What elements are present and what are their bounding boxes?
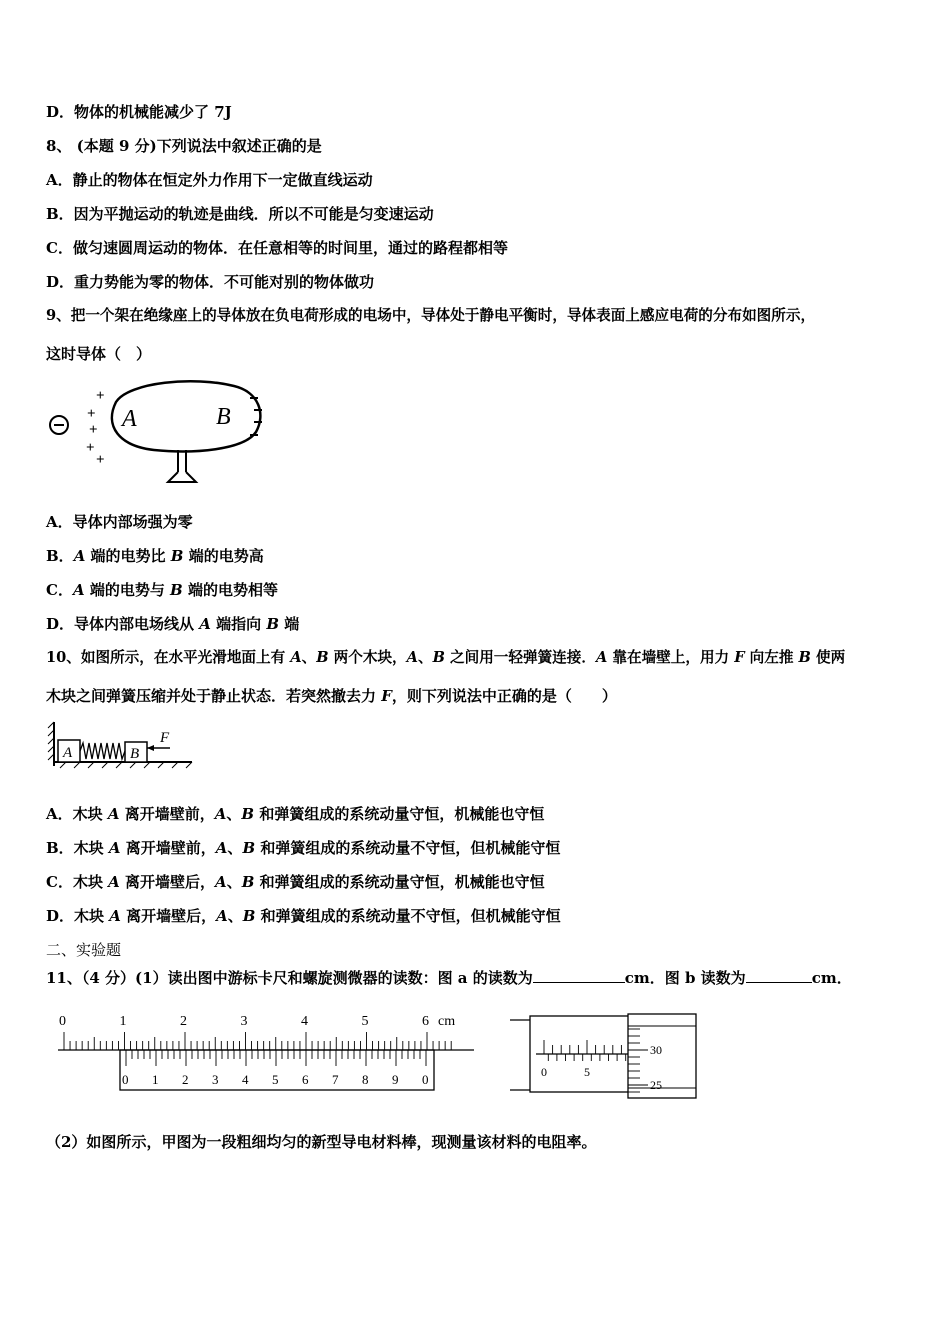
- q9-option-d: D．导体内部电场线从 A 端指向 B 端: [46, 615, 300, 633]
- end-b-label: B: [216, 404, 231, 430]
- vernier-label: 1: [152, 1072, 159, 1087]
- main-scale-label: 3: [240, 1014, 248, 1029]
- vernier-label: 0: [122, 1072, 129, 1087]
- vernier-label: 8: [362, 1072, 369, 1087]
- q10-option-b: B．木块 A 离开墙壁前，A、B 和弹簧组成的系统动量不守恒，但机械能守恒: [46, 839, 561, 857]
- vernier-label: 7: [332, 1072, 339, 1087]
- insulating-stand: [168, 472, 196, 482]
- q7-option-d: D．物体的机械能减少了 7J: [46, 103, 232, 121]
- q8-option-d: D．重力势能为零的物体．不可能对别的物体做功: [46, 273, 375, 291]
- thimble-label: 30: [650, 1043, 662, 1057]
- answer-blank-b[interactable]: [746, 966, 812, 983]
- q9-option-b: B．A 端的电势比 B 端的电势高: [46, 547, 264, 565]
- vernier-label: 3: [212, 1072, 219, 1087]
- main-scale-label: 6: [422, 1014, 429, 1029]
- spring-blocks-figure: [46, 718, 196, 774]
- q9-option-c: C．A 端的电势与 B 端的电势相等: [46, 581, 278, 599]
- main-scale-label: 4: [301, 1014, 308, 1029]
- vernier-caliper-figure: [50, 1008, 480, 1094]
- svg-text:+: +: [89, 422, 98, 438]
- sleeve-ticks: [544, 1040, 630, 1061]
- sleeve-labels: [541, 1065, 639, 1079]
- micrometer-figure: [508, 1010, 700, 1102]
- svg-text:+: +: [86, 440, 95, 456]
- vernier-label: 4: [242, 1072, 249, 1087]
- main-scale-label: 2: [180, 1014, 187, 1029]
- block-a-label: A: [63, 745, 73, 761]
- end-a-label: A: [122, 406, 137, 432]
- q10-stem-line1: 10、如图所示，在水平光滑地面上有 A、B 两个木块，A、B 之间用一轻弹簧连接．A 靠在墙壁上，用力 F 向左推 B 使两: [46, 649, 846, 666]
- main-scale-ticks: [64, 1032, 451, 1050]
- conductor-figure: [44, 374, 274, 490]
- q10-option-a: A．木块 A 离开墙壁前，A、B 和弹簧组成的系统动量守恒，机械能也守恒: [46, 805, 545, 823]
- svg-text:+: +: [96, 388, 105, 404]
- q8-option-a: A．静止的物体在恒定外力作用下一定做直线运动: [46, 171, 373, 189]
- svg-text:+: +: [96, 452, 105, 468]
- answer-blank-a[interactable]: [533, 966, 625, 983]
- main-scale-label: 0: [59, 1014, 66, 1029]
- q11-stem: 11、（4 分）(1）读出图中游标卡尺和螺旋测微器的读数：图 a 的读数为 cm．图 b 读数为 cm．: [46, 966, 852, 988]
- section-title: 二、实验题: [46, 941, 122, 959]
- main-scale-labels: [59, 1014, 429, 1029]
- thimble-label: 25: [650, 1078, 662, 1092]
- main-scale-label: 1: [119, 1014, 127, 1029]
- q10-option-d: D．木块 A 离开墙壁后，A、B 和弹簧组成的系统动量不守恒，但机械能守恒: [46, 907, 561, 925]
- q9-stem-line1: 9、把一个架在绝缘座上的导体放在负电荷形成的电场中，导体处于静电平衡时，导体表面上感应电荷的分布如图所示，: [46, 307, 816, 324]
- q9-stem-line2: 这时导体（ ）: [46, 345, 152, 363]
- vernier-label: 2: [182, 1072, 189, 1087]
- induced-positive-charges: [86, 388, 105, 468]
- vernier-label: 6: [302, 1072, 309, 1087]
- q8-option-c: C．做匀速圆周运动的物体．在任意相等的时间里，通过的路程都相等: [46, 239, 508, 257]
- q10-stem-line2: 木块之间弹簧压缩并处于静止状态．若突然撤去力 F，则下列说法中正确的是（ ）: [46, 687, 617, 705]
- q8-stem: 8、 (本题 9 分)下列说法中叙述正确的是: [46, 137, 322, 155]
- vernier-label: 0: [422, 1072, 429, 1087]
- main-scale-unit: cm: [438, 1014, 456, 1029]
- q11-part2: （2）如图所示，甲图为一段粗细均匀的新型导电材料棒，现测量该材料的电阻率。: [46, 1133, 597, 1151]
- vernier-scale-labels: [122, 1072, 429, 1087]
- vernier-label: 5: [272, 1072, 279, 1087]
- force-label: F: [160, 730, 170, 746]
- vernier-label: 9: [392, 1072, 399, 1087]
- block-b-label: B: [130, 746, 140, 762]
- svg-text:+: +: [87, 406, 96, 422]
- spring: [80, 743, 125, 759]
- sleeve-label: 0: [541, 1065, 547, 1079]
- vernier-scale-ticks: [126, 1050, 426, 1066]
- sleeve-label: 5: [584, 1065, 590, 1079]
- q8-option-b: B．因为平抛运动的轨迹是曲线．所以不可能是匀变速运动: [46, 205, 434, 223]
- main-scale-label: 5: [361, 1014, 369, 1029]
- q9-option-a: A．导体内部场强为零: [46, 513, 193, 531]
- q10-option-c: C．木块 A 离开墙壁后，A、B 和弹簧组成的系统动量守恒，机械能也守恒: [46, 873, 545, 891]
